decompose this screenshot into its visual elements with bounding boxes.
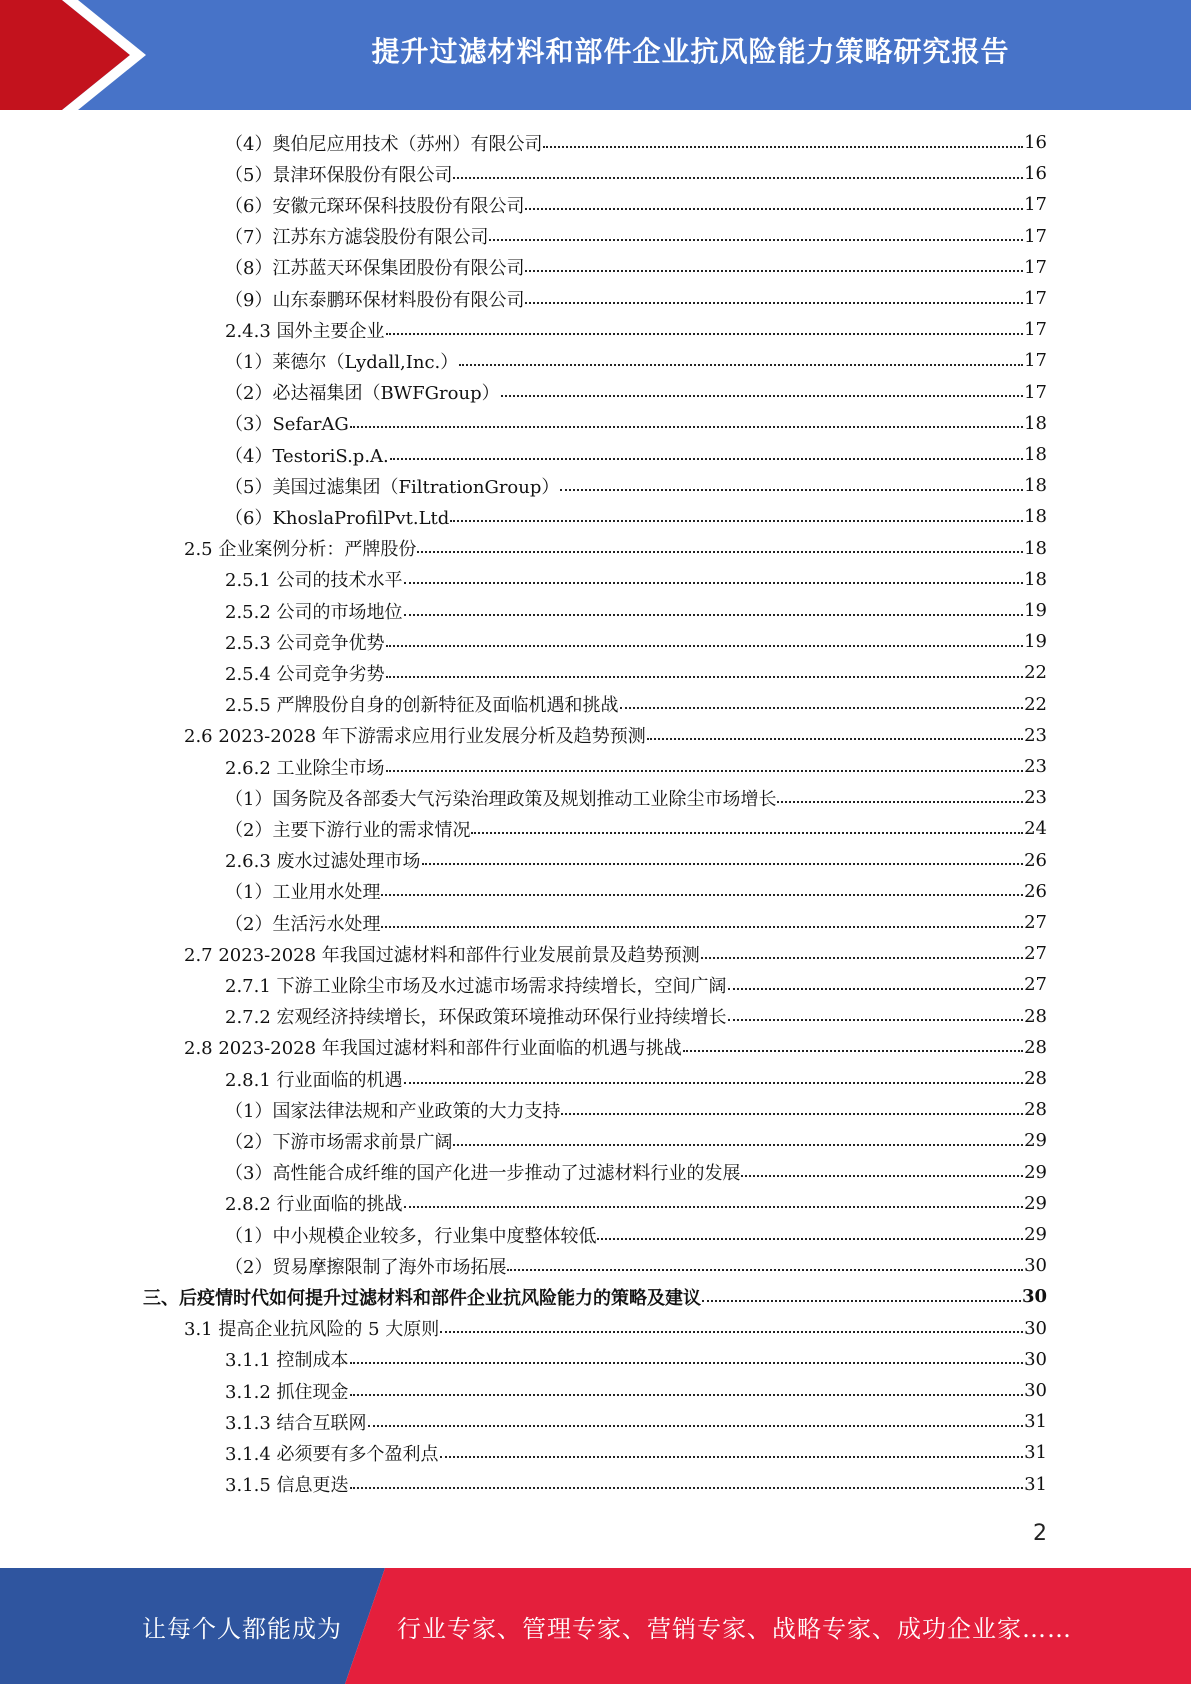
toc-dot-leader	[386, 676, 1024, 678]
toc-entry-title: 3.1.2 抓住现金	[225, 1381, 349, 1403]
toc-dot-leader	[702, 1300, 1021, 1302]
toc-dot-leader	[381, 926, 1023, 928]
toc-entry-title: （5）美国过滤集团（FiltrationGroup）	[225, 476, 560, 498]
page-header	[0, 0, 1191, 110]
toc-entry[interactable]	[225, 907, 1047, 938]
toc-entry-title: 2.4.3 国外主要企业	[225, 320, 385, 342]
toc-entry[interactable]	[225, 1094, 1047, 1125]
toc-dot-leader	[728, 1019, 1024, 1021]
toc-dot-leader	[404, 614, 1024, 616]
toc-entry[interactable]	[225, 501, 1047, 532]
toc-dot-leader	[450, 520, 1023, 522]
toc-dot-leader	[525, 302, 1023, 304]
toc-entry-page: 18	[1024, 475, 1047, 497]
toc-entry-page: 29	[1024, 1224, 1047, 1245]
toc-entry[interactable]	[225, 439, 1047, 470]
toc-entry-page: 29	[1024, 1130, 1047, 1152]
toc-entry-title: 2.5.5 严牌股份自身的创新特征及面临机遇和挑战	[225, 695, 619, 717]
toc-entry-title: （4）TestoriS.p.A.	[225, 445, 389, 467]
toc-entry-title: 2.6 2023-2028 年下游需求应用行业发展分析及趋势预测	[184, 726, 646, 748]
toc-entry-page: 31	[1024, 1442, 1047, 1464]
toc-entry-page: 16	[1024, 163, 1047, 185]
toc-dot-leader	[525, 208, 1023, 210]
toc-dot-leader	[368, 1425, 1024, 1427]
toc-entry-page: 30	[1021, 1286, 1047, 1308]
toc-dot-leader	[422, 863, 1024, 865]
toc-entry[interactable]	[225, 876, 1047, 907]
toc-entry[interactable]	[225, 1406, 1047, 1437]
toc-entry-page: 23	[1024, 724, 1047, 746]
toc-entry-title: （2）下游市场需求前景广阔	[225, 1131, 453, 1153]
toc-entry[interactable]	[225, 1063, 1047, 1094]
toc-entry-page: 22	[1024, 662, 1047, 684]
toc-entry[interactable]	[184, 1032, 1047, 1063]
toc-entry[interactable]	[225, 408, 1047, 439]
toc-entry-title: 2.6.2 工业除尘市场	[225, 757, 385, 779]
toc-entry-page: 17	[1024, 225, 1047, 247]
toc-entry[interactable]	[184, 938, 1047, 969]
toc-entry-page: 18	[1024, 506, 1047, 528]
toc-entry[interactable]	[225, 1250, 1047, 1281]
toc-entry[interactable]	[225, 1219, 1047, 1250]
toc-dot-leader	[728, 988, 1024, 990]
toc-dot-leader	[543, 146, 1023, 148]
toc-entry-title: 2.8.2 行业面临的挑战	[225, 1194, 403, 1216]
toc-entry-title: 2.5.4 公司竞争劣势	[225, 663, 385, 685]
toc-entry-page: 18	[1024, 568, 1047, 590]
toc-entry-page: 28	[1024, 1068, 1047, 1089]
toc-entry-title: （1）莱德尔（Lydall,Inc.）	[225, 351, 459, 373]
toc-dot-leader	[741, 1175, 1023, 1177]
toc-entry-page: 17	[1024, 381, 1047, 403]
toc-entry-title: 2.8 2023-2028 年我国过滤材料和部件行业面临的机遇与挑战	[184, 1038, 682, 1060]
toc-entry[interactable]	[143, 1281, 1047, 1312]
toc-entry[interactable]	[225, 782, 1047, 813]
toc-entry-title: （2）必达福集团（BWFGroup）	[225, 383, 500, 405]
toc-dot-leader	[350, 426, 1023, 428]
toc-dot-leader	[404, 582, 1024, 584]
toc-dot-leader	[701, 957, 1023, 959]
toc-dot-leader	[440, 1456, 1024, 1458]
toc-entry-page: 19	[1024, 631, 1047, 653]
toc-entry[interactable]	[225, 845, 1047, 876]
toc-entry-title: （1）国家法律法规和产业政策的大力支持	[225, 1100, 561, 1122]
toc-dot-leader	[386, 770, 1024, 772]
toc-dot-leader	[440, 1331, 1023, 1333]
toc-entry-page: 28	[1024, 1099, 1047, 1121]
toc-entry-title: 2.7.1 下游工业除尘市场及水过滤市场需求持续增长，空间广阔	[225, 975, 727, 997]
page-footer	[0, 1568, 1191, 1684]
toc-dot-leader	[453, 177, 1023, 179]
toc-entry-title: （6）安徽元琛环保科技股份有限公司	[225, 195, 525, 217]
toc-dot-leader	[390, 458, 1023, 460]
toc-entry-title: （1）国务院及各部委大气污染治理政策及规划推动工业除尘市场增长	[225, 788, 777, 810]
toc-entry-title: （8）江苏蓝天环保集团股份有限公司	[225, 258, 525, 280]
toc-entry-page: 22	[1024, 693, 1047, 715]
footer-slogan-right: 行业专家、管理专家、营销专家、战略专家、成功企业家……	[397, 1614, 1072, 1643]
toc-dot-leader	[501, 395, 1023, 397]
toc-entry-title: 3.1.1 控制成本	[225, 1350, 349, 1372]
toc-entry-title: 2.5 企业案例分析：严牌股份	[184, 539, 417, 561]
toc-entry-title: （3）SefarAG	[225, 414, 349, 436]
toc-entry[interactable]	[225, 283, 1047, 314]
toc-entry-page: 29	[1024, 1192, 1047, 1214]
toc-entry-page: 27	[1024, 943, 1047, 965]
toc-entry-page: 18	[1024, 537, 1047, 559]
toc-entry[interactable]	[225, 595, 1047, 626]
toc-entry-title: 3.1.5 信息更迭	[225, 1475, 349, 1497]
toc-entry-title: 三、后疫情时代如何提升过滤材料和部件企业抗风险能力的策略及建议	[143, 1287, 701, 1309]
toc-entry-title: （1）中小规模企业较多，行业集中度整体较低	[225, 1225, 597, 1247]
page-number: 2	[1033, 1521, 1047, 1546]
toc-entry-page: 30	[1024, 1348, 1047, 1370]
toc-entry-title: （6）KhoslaProfilPvt.Ltd	[225, 507, 450, 529]
toc-dot-leader	[386, 333, 1024, 335]
toc-entry[interactable]	[225, 314, 1047, 345]
toc-entry[interactable]	[225, 1469, 1047, 1500]
toc-entry-page: 31	[1024, 1411, 1047, 1433]
toc-entry-title: （3）高性能合成纤维的国产化进一步推动了过滤材料行业的发展	[225, 1163, 741, 1185]
toc-entry-page: 30	[1024, 1380, 1047, 1401]
toc-entry-title: 3.1 提高企业抗风险的 5 大原则	[184, 1319, 440, 1341]
toc-entry-page: 16	[1024, 132, 1047, 153]
toc-entry[interactable]	[225, 345, 1047, 376]
toc-entry[interactable]	[225, 1188, 1047, 1219]
toc-entry-page: 26	[1024, 849, 1047, 871]
toc-dot-leader	[381, 894, 1023, 896]
toc-dot-leader	[647, 738, 1023, 740]
toc-entry[interactable]	[225, 221, 1047, 252]
toc-entry-page: 18	[1024, 412, 1047, 434]
toc-entry-page: 24	[1024, 818, 1047, 840]
toc-entry[interactable]	[225, 1125, 1047, 1156]
toc-entry-title: 2.5.1 公司的技术水平	[225, 570, 403, 592]
toc-entry[interactable]	[225, 189, 1047, 220]
toc-dot-leader	[404, 1206, 1024, 1208]
toc-dot-leader	[350, 1362, 1024, 1364]
toc-entry-page: 31	[1024, 1473, 1047, 1495]
toc-entry-page: 27	[1024, 974, 1047, 996]
toc-entry[interactable]	[225, 1437, 1047, 1468]
toc-entry-page: 23	[1024, 756, 1047, 777]
toc-entry-page: 17	[1024, 288, 1047, 309]
toc-entry-page: 29	[1024, 1161, 1047, 1183]
toc-entry-page: 23	[1024, 787, 1047, 809]
toc-dot-leader	[459, 364, 1023, 366]
toc-entry-title: 2.8.1 行业面临的机遇	[225, 1069, 403, 1091]
toc-entry-page: 17	[1024, 256, 1047, 278]
toc-entry[interactable]	[225, 969, 1047, 1000]
toc-entry[interactable]	[184, 720, 1047, 751]
toc-entry-title: 2.5.2 公司的市场地位	[225, 601, 403, 623]
toc-entry[interactable]	[225, 470, 1047, 501]
toc-dot-leader	[561, 1113, 1023, 1115]
toc-entry-page: 18	[1024, 444, 1047, 465]
toc-entry-page: 17	[1024, 319, 1047, 341]
toc-dot-leader	[471, 832, 1023, 834]
toc-dot-leader	[404, 1082, 1024, 1084]
toc-entry-title: （5）景津环保股份有限公司	[225, 164, 453, 186]
header-arrow-decoration	[0, 0, 200, 110]
toc-entry[interactable]	[225, 127, 1047, 158]
toc-dot-leader	[560, 489, 1023, 491]
toc-entry[interactable]	[225, 657, 1047, 688]
toc-entry-title: 2.5.3 公司竞争优势	[225, 632, 385, 654]
toc-dot-leader	[507, 1269, 1023, 1271]
toc-dot-leader	[350, 1394, 1024, 1396]
toc-entry-title: 2.7.2 宏观经济持续增长，环保政策环境推动环保行业持续增长	[225, 1007, 727, 1029]
toc-dot-leader	[489, 239, 1023, 241]
toc-entry-title: 3.1.4 必须要有多个盈利点	[225, 1443, 439, 1465]
toc-entry-page: 19	[1024, 600, 1047, 621]
toc-entry-title: （7）江苏东方滤袋股份有限公司	[225, 227, 489, 249]
toc-entry-page: 30	[1024, 1317, 1047, 1339]
toc-entry[interactable]	[225, 626, 1047, 657]
toc-entry[interactable]	[184, 533, 1047, 564]
toc-dot-leader	[386, 645, 1024, 647]
toc-entry[interactable]	[225, 252, 1047, 283]
toc-entry-title: （4）奥伯尼应用技术（苏州）有限公司	[225, 133, 543, 155]
toc-entry[interactable]	[184, 1313, 1047, 1344]
toc-dot-leader	[620, 707, 1024, 709]
toc-entry[interactable]	[225, 1157, 1047, 1188]
toc-entry-title: 2.6.3 废水过滤处理市场	[225, 851, 421, 873]
toc-entry[interactable]	[225, 813, 1047, 844]
toc-entry[interactable]	[225, 564, 1047, 595]
toc-entry[interactable]	[225, 1375, 1047, 1406]
toc-entry-title: （9）山东泰鹏环保材料股份有限公司	[225, 289, 525, 311]
toc-entry-page: 17	[1024, 350, 1047, 372]
toc-dot-leader	[417, 551, 1023, 553]
toc-dot-leader	[525, 270, 1023, 272]
toc-entry-page: 28	[1024, 1036, 1047, 1058]
toc-dot-leader	[777, 801, 1023, 803]
toc-entry[interactable]	[225, 1344, 1047, 1375]
toc-entry[interactable]	[225, 689, 1047, 720]
header-title: 提升过滤材料和部件企业抗风险能力策略研究报告	[371, 35, 1010, 68]
toc-dot-leader	[453, 1144, 1023, 1146]
toc-entry[interactable]	[225, 1001, 1047, 1032]
toc-entry-page: 17	[1024, 194, 1047, 216]
toc-entry-page: 27	[1024, 912, 1047, 933]
toc-entry-page: 28	[1024, 1005, 1047, 1027]
toc-entry-title: （1）工业用水处理	[225, 882, 381, 904]
toc-entry[interactable]	[225, 158, 1047, 189]
toc-entry-title: 3.1.3 结合互联网	[225, 1412, 367, 1434]
toc-entry-page: 30	[1024, 1255, 1047, 1277]
toc-entry-title: （2）生活污水处理	[225, 913, 381, 935]
toc-dot-leader	[597, 1238, 1023, 1240]
toc-entry-title: （2）主要下游行业的需求情况	[225, 819, 471, 841]
toc-entry-title: 2.7 2023-2028 年我国过滤材料和部件行业发展前景及趋势预测	[184, 944, 700, 966]
toc-entry-page: 26	[1024, 880, 1047, 902]
toc-entry[interactable]	[225, 377, 1047, 408]
footer-slogan-left: 让每个人都能成为	[142, 1614, 342, 1643]
toc-dot-leader	[683, 1050, 1023, 1052]
toc-entry[interactable]	[225, 751, 1047, 782]
toc-entry-title: （2）贸易摩擦限制了海外市场拓展	[225, 1256, 507, 1278]
toc-dot-leader	[350, 1487, 1024, 1489]
